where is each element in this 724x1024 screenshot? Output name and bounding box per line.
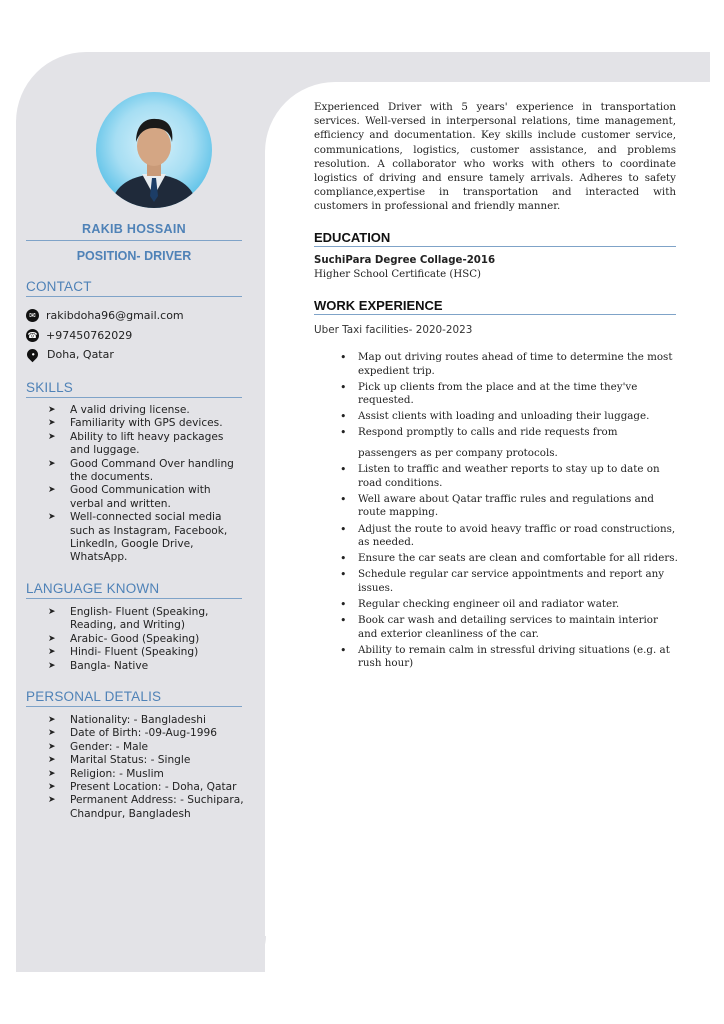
- arrow-bullet-icon: ➤: [48, 782, 56, 793]
- arrow-bullet-icon: ➤: [48, 728, 56, 739]
- divider: [26, 240, 242, 241]
- list-item: ➤ Permanent Address: - Suchipara, Chandpur, Bangladesh: [48, 794, 244, 820]
- contact-location-text: Doha, Qatar: [47, 348, 114, 361]
- list-item: ➤ Marital Status: - Single: [48, 754, 191, 767]
- languages-list: [48, 606, 244, 673]
- list-item: ➤ Arabic- Good (Speaking): [48, 632, 200, 645]
- contact-heading: CONTACT: [26, 279, 92, 294]
- arrow-bullet-icon: ➤: [48, 647, 56, 658]
- divider: [314, 314, 676, 315]
- list-item: • Adjust the route to avoid heavy traffic or road constructions, as needed.: [340, 523, 678, 550]
- list-item: • Well aware about Qatar traffic rules and regulations and route mapping.: [340, 493, 678, 520]
- location-pin-icon: •: [25, 347, 41, 363]
- skills-list: [48, 404, 244, 565]
- arrow-bullet-icon: ➤: [48, 715, 56, 725]
- list-item: passengers as per company protocols.: [358, 447, 558, 460]
- list-item: • Respond promptly to calls and ride requests from: [340, 426, 678, 440]
- arrow-bullet-icon: ➤: [48, 607, 56, 617]
- arrow-bullet-icon: ➤: [48, 512, 56, 523]
- divider: [26, 296, 242, 297]
- list-item: ➤ Bangla- Native: [48, 659, 149, 672]
- list-item: ➤ Good Command Over handling the documents.: [48, 457, 234, 484]
- email-icon: ✉: [26, 309, 39, 322]
- profile-photo: [96, 92, 212, 208]
- contact-location: [26, 348, 114, 361]
- languages-heading: LANGUAGE KNOWN: [26, 581, 160, 596]
- list-item: ➤ Good Communication with verbal and written.: [48, 484, 211, 510]
- list-item: • Regular checking engineer oil and radiator water.: [340, 598, 678, 612]
- candidate-name: RAKIB HOSSAIN: [82, 222, 186, 236]
- list-item: • Map out driving routes ahead of time to determine the most expedient trip.: [340, 351, 678, 378]
- list-item: • Ensure the car seats are clean and comfortable for all riders.: [340, 552, 678, 566]
- list-item: ➤ A valid driving license.: [48, 404, 190, 416]
- list-item: ➤ Date of Birth: -09-Aug-1996: [48, 727, 217, 740]
- work-experience-heading: WORK EXPERIENCE: [314, 298, 443, 313]
- education-heading: EDUCATION: [314, 230, 391, 245]
- arrow-bullet-icon: ➤: [48, 405, 56, 415]
- list-item: ➤ Ability to lift heavy packages and luggage.: [48, 430, 224, 457]
- list-item: • Pick up clients from the place and at the time they've requested.: [340, 381, 678, 408]
- list-item: ➤ Gender: - Male: [48, 740, 149, 753]
- work-company: Uber Taxi facilities- 2020-2023: [314, 324, 473, 336]
- list-item: • Listen to traffic and weather reports to stay up to date on road conditions.: [340, 463, 678, 490]
- list-item: • Book car wash and detailing services to maintain interior and exterior cleanliness of the car.: [340, 614, 678, 641]
- professional-summary: Experienced Driver with 5 years' experience in transportation services. Well-versed in interpersonal relations, time management, efficiency and documentation. Key skills include customer service, communications, logistics, customer assistance, and problems resolution. A collaborator who works with others to coordinate logistics of driving and ensure tamely arrivals. Adheres to safety compliance,expertise in transportation and interacted with customers in professional and friendly manner.: [314, 101, 676, 213]
- divider: [26, 706, 242, 707]
- arrow-bullet-icon: ➤: [48, 755, 56, 766]
- list-item: • Schedule regular car service appointments and report any issues.: [340, 568, 678, 595]
- divider: [314, 246, 676, 247]
- arrow-bullet-icon: ➤: [48, 458, 56, 469]
- arrow-bullet-icon: ➤: [48, 660, 56, 671]
- list-item: ➤ Nationality: - Bangladeshi: [48, 714, 206, 726]
- skills-heading: SKILLS: [26, 380, 73, 395]
- work-duties-list: [340, 351, 678, 673]
- arrow-bullet-icon: ➤: [48, 741, 56, 752]
- arrow-bullet-icon: ➤: [48, 633, 56, 644]
- profile-photo-portrait: [96, 92, 212, 208]
- divider: [26, 598, 242, 599]
- arrow-bullet-icon: ➤: [48, 485, 56, 496]
- arrow-bullet-icon: ➤: [48, 418, 56, 429]
- contact-email-text: rakibdoha96@gmail.com: [46, 309, 184, 322]
- personal-details-list: [48, 714, 244, 821]
- list-item: ➤ Religion: - Muslim: [48, 767, 164, 780]
- list-item: ➤ Familiarity with GPS devices.: [48, 417, 223, 430]
- personal-details-heading: PERSONAL DETALIS: [26, 689, 162, 704]
- divider: [26, 397, 242, 398]
- list-item: ➤ Well-connected social media such as Instagram, Facebook, LinkedIn, Google Drive, WhatsApp.: [48, 511, 228, 564]
- list-item: ➤ English- Fluent (Speaking, Reading, and Writing): [48, 606, 209, 632]
- arrow-bullet-icon: ➤: [48, 431, 56, 442]
- education-school: SuchiPara Degree Collage-2016: [314, 255, 496, 266]
- contact-phone[interactable]: [26, 329, 132, 342]
- contact-email[interactable]: [26, 309, 184, 322]
- list-item: ➤ Present Location: - Doha, Qatar: [48, 781, 237, 794]
- education-certificate: Higher School Certificate (HSC): [314, 269, 481, 280]
- phone-icon: ☎: [27, 331, 38, 340]
- candidate-position: POSITION- DRIVER: [76, 249, 192, 263]
- arrow-bullet-icon: ➤: [48, 795, 56, 806]
- contact-phone-text: +97450762029: [46, 329, 133, 342]
- list-item: • Assist clients with loading and unloading their luggage.: [340, 410, 678, 424]
- sidebar-bottom-corner: [16, 936, 266, 972]
- list-item: ➤ Hindi- Fluent (Speaking): [48, 646, 199, 659]
- list-item: • Ability to remain calm in stressful driving situations (e.g. at rush hour): [340, 644, 678, 671]
- arrow-bullet-icon: ➤: [48, 768, 56, 779]
